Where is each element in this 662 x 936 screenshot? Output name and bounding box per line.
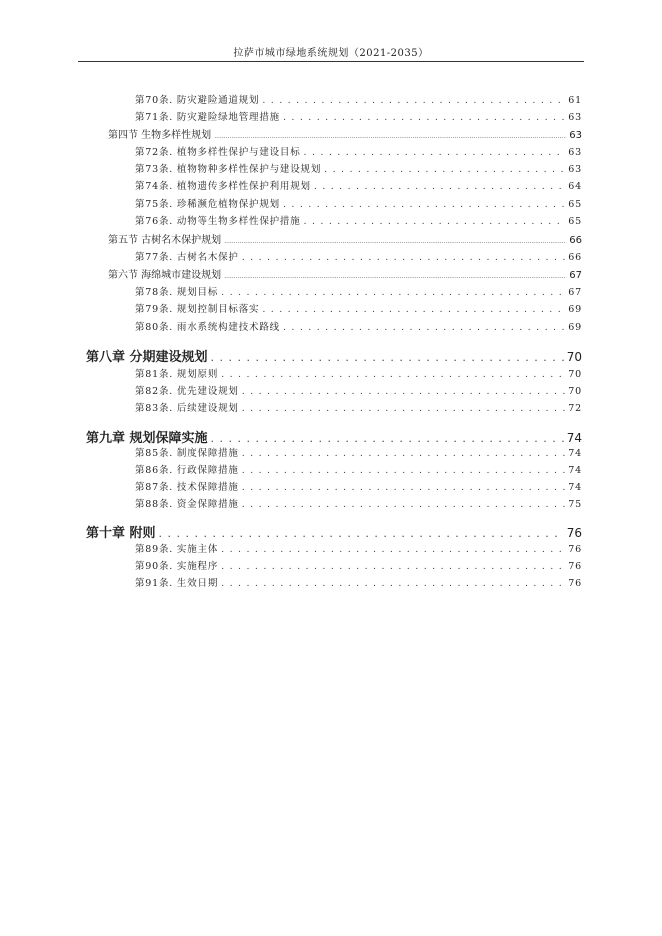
toc-entry-page-number: 74 [568,482,582,493]
toc-entry-section[interactable] [108,126,582,140]
toc-entry-article[interactable] [135,541,582,555]
toc-entry-title: 第80条. 雨水系统构建技术路线 [135,322,280,333]
dot-leader [283,199,565,210]
dot-leader [242,448,566,459]
toc-entry-title: 第75条. 珍稀濒危植物保护规划 [135,199,280,210]
toc-entry-article[interactable] [135,144,582,158]
dot-leader [221,561,565,572]
toc-entry-page-number: 76 [568,544,582,555]
toc-entry-title: 第八章 分期建设规划 [86,350,208,365]
dot-leader [221,578,565,589]
toc-entry-title: 第90条. 实施程序 [135,561,219,572]
toc-entry-title: 第81条. 规划原则 [135,369,219,380]
toc-entry-article[interactable] [135,366,582,380]
toc-entry-article[interactable] [135,400,582,414]
toc-entry-page-number: 70 [568,369,582,380]
toc-entry-title: 第78条. 规划目标 [135,287,219,298]
toc-entry-title: 第四节 生物多样性规划 [108,130,212,141]
toc-entry-title: 第79条. 规划控制目标落实 [135,304,260,315]
dot-leader [262,304,565,315]
toc-entry-page-number: 72 [568,403,582,414]
dot-leader [304,216,566,227]
dot-leader [159,527,564,540]
toc-entry-title: 第六节 海绵城市建设规划 [108,270,222,281]
toc-entry-section[interactable] [108,266,582,280]
toc-entry-article[interactable] [135,479,582,493]
toc-entry-page-number: 65 [568,216,582,227]
toc-entry-page-number: 69 [568,322,582,333]
toc-entry-title: 第72条. 植物多样性保护与建设目标 [135,147,301,158]
toc-entry-article[interactable] [135,575,582,589]
toc-entry-chapter[interactable] [86,346,582,364]
toc-entry-page-number: 75 [568,499,582,510]
dot-leader [324,164,565,175]
toc-entry-article[interactable] [135,301,582,315]
toc-entry-chapter[interactable] [86,522,582,540]
toc-entry-title: 第88条. 资金保障措施 [135,499,239,510]
toc-entry-title: 第91条. 生效日期 [135,578,219,589]
toc-entry-article[interactable] [135,462,582,476]
toc-entry-title: 第85条. 制度保障措施 [135,448,239,459]
dot-leader [214,130,566,141]
dot-leader [242,252,566,263]
toc-entry-page-number: 63 [568,147,582,158]
toc-entry-page-number: 67 [569,270,582,281]
toc-entry-title: 第五节 古树名木保护规划 [108,235,222,246]
dot-leader [242,403,566,414]
toc-entry-title: 第十章 附则 [86,526,156,541]
toc-entry-title: 第87条. 技术保障措施 [135,482,239,493]
toc-entry-page-number: 67 [568,287,582,298]
toc-entry-article[interactable] [135,445,582,459]
toc-entry-article[interactable] [135,161,582,175]
toc-entry-page-number: 74 [568,465,582,476]
page-header-title: 拉萨市城市绿地系统规划（2021-2035） [233,48,429,59]
toc-entry-title: 第77条. 古树名木保护 [135,252,239,263]
toc-entry-page-number: 74 [566,431,582,445]
toc-entry-page-number: 70 [566,350,582,364]
toc-entry-page-number: 63 [568,164,582,175]
toc-entry-title: 第74条. 植物遗传多样性保护利用规划 [135,181,311,192]
header-divider [78,61,584,62]
toc-entry-title: 第70条. 防灾避险通道规划 [135,95,260,106]
toc-entry-article[interactable] [135,284,582,298]
toc-entry-article[interactable] [135,213,582,227]
toc-entry-title: 第71条. 防灾避险绿地管理措施 [135,112,280,123]
toc-entry-article[interactable] [135,558,582,572]
dot-leader [242,465,566,476]
toc-entry-page-number: 63 [568,112,582,123]
toc-entry-page-number: 70 [568,386,582,397]
toc-entry-article[interactable] [135,109,582,123]
toc-entry-title: 第九章 规划保障实施 [86,431,208,446]
toc-entry-page-number: 76 [566,526,582,540]
dot-leader [224,270,566,281]
toc-entry-title: 第82条. 优先建设规划 [135,386,239,397]
toc-entry-page-number: 76 [568,578,582,589]
toc-entry-page-number: 64 [568,181,582,192]
toc-entry-page-number: 61 [568,95,582,106]
toc-entry-article[interactable] [135,249,582,263]
dot-leader [242,482,566,493]
toc-entry-article[interactable] [135,196,582,210]
dot-leader [221,369,565,380]
toc-entry-article[interactable] [135,319,582,333]
toc-entry-page-number: 65 [568,199,582,210]
toc-entry-title: 第86条. 行政保障措施 [135,465,239,476]
dot-leader [211,432,564,445]
toc-entry-section[interactable] [108,231,582,245]
toc-entry-title: 第83条. 后续建设规划 [135,403,239,414]
dot-leader [283,322,565,333]
toc-entry-page-number: 66 [569,235,582,246]
toc-entry-page-number: 69 [568,304,582,315]
toc-entry-chapter[interactable] [86,427,582,445]
toc-entry-page-number: 66 [568,252,582,263]
toc-entry-page-number: 76 [568,561,582,572]
toc-entry-title: 第76条. 动物等生物多样性保护措施 [135,216,301,227]
dot-leader [221,287,565,298]
dot-leader [224,235,566,246]
toc-entry-page-number: 74 [568,448,582,459]
dot-leader [314,181,565,192]
toc-entry-article[interactable] [135,496,582,510]
dot-leader [211,351,564,364]
toc-entry-article[interactable] [135,178,582,192]
dot-leader [221,544,565,555]
toc-entry-page-number: 63 [569,130,582,141]
dot-leader [283,112,565,123]
toc-entry-article[interactable] [135,92,582,106]
dot-leader [304,147,566,158]
dot-leader [262,95,565,106]
dot-leader [242,499,566,510]
toc-entry-title: 第73条. 植物物种多样性保护与建设规划 [135,164,322,175]
toc-entry-article[interactable] [135,383,582,397]
toc-entry-title: 第89条. 实施主体 [135,544,219,555]
dot-leader [242,386,566,397]
